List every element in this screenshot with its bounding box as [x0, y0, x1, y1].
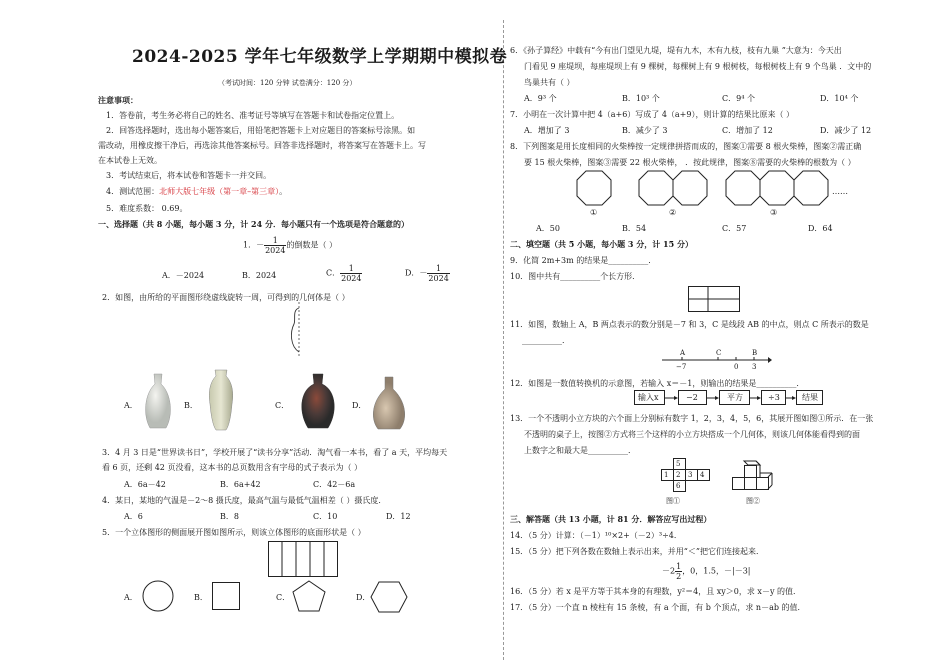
q15-frac-den: 2	[676, 572, 682, 581]
notice-item-2b: 需改动，用橡皮擦干净后，再选涂其他答案标号。回答非选择题时，将答案写在答题卡上。写	[98, 141, 426, 150]
net-face-3: 3	[688, 471, 693, 479]
section3-heading: 三、解答题（共 13 小题，计 81 分．解答应写出过程）	[510, 514, 712, 524]
q8-option-c[interactable]: C．57	[722, 224, 747, 233]
question-4: 4．某日，某地的气温是－2～8 摄氏度，最高气温与最低气温相差（ ）摄氏度．	[102, 496, 387, 505]
q3-option-b[interactable]: B．6a+42	[220, 480, 261, 489]
notice-item-3: 3．考试结束后，将本试卷和答题卡一并交回。	[106, 171, 272, 180]
question-13-line3: 上数字之和最大是__________．	[524, 446, 636, 455]
test-range: 北师大版七年级（第一章–第三章）	[159, 187, 280, 196]
notice-heading: 注意事项：	[98, 95, 138, 105]
section1-heading: 一、选择题（共 8 小题，每小题 3 分，计 24 分．每小题只有一个选项是符合题意的）	[98, 219, 409, 229]
question-15: 15．（5 分）把下列各数在数轴上表示出来，并用“＜”把它们连接起来．	[510, 547, 764, 556]
q6-option-c[interactable]: C．9⁴ 个	[722, 94, 755, 103]
q8-option-b[interactable]: B．54	[622, 224, 647, 233]
q1-c-fraction	[340, 264, 362, 283]
question-10: 10．图中共有__________个长方形．	[510, 272, 641, 281]
q2-option-c[interactable]: C．	[275, 401, 290, 410]
q2-option-b[interactable]: B．	[184, 401, 198, 410]
net-face-2: 2	[676, 471, 681, 479]
pattern-label-2: ②	[669, 208, 677, 217]
q6-option-d[interactable]: D．10⁴ 个	[820, 94, 859, 103]
question-14: 14．（5 分）计算：（－1）¹⁰×2+（－2）³÷4．	[510, 531, 682, 540]
tick-3: 3	[752, 363, 757, 371]
q8-option-d[interactable]: D．64	[808, 224, 833, 233]
column-divider	[503, 20, 504, 660]
section2-heading: 二、填空题（共 5 小题，每小题 3 分，计 15 分）	[510, 239, 693, 249]
q15-frac-num: 1	[676, 562, 682, 571]
question-2: 2．如图，由所给的平面图形绕虚线旋转一周，可得到的几何体是（ ）	[102, 293, 350, 302]
q1-den: 2024	[265, 246, 286, 255]
notice-item-4-prefix: 4．测试范围：	[106, 187, 160, 196]
q1-d-den: 2024	[428, 274, 449, 283]
question-11-line1: 11．如图，数轴上 A，B 两点表示的数分别是－7 和 3，C 是线段 AB 的中点，则点 C 所表示的数是	[510, 320, 869, 329]
q1-option-a[interactable]: A．－2024	[162, 271, 205, 280]
q5-option-d[interactable]: D．	[356, 593, 371, 602]
notice-item-1: 1．答卷前，考生务必将自己的姓名、准考证号等填写在答题卡和试卷指定位置上。	[106, 111, 400, 120]
pattern-label-1: ①	[590, 208, 598, 217]
q1-d-prefix: D．－	[405, 268, 428, 278]
left-column	[98, 0, 508, 672]
q3-option-a[interactable]: A．6a－42	[124, 480, 166, 489]
q3-option-c[interactable]: C．42－6a	[313, 480, 356, 489]
question-13-line2: 不透明的桌子上，按图②方式将三个这样的小立方块搭成一个几何体，则该几何体能看得到的面	[524, 430, 860, 439]
q1-option-c[interactable]	[326, 264, 362, 283]
q5-option-b[interactable]: B．	[194, 593, 208, 602]
square-shape[interactable]	[212, 582, 240, 610]
flow-step-3: ÷3	[768, 393, 780, 402]
question-8-line1: 8．下列图案是用长度相同的火柴棒按一定规律拼搭而成的，图案①需要 8 根火柴棒，图案②需正确	[510, 142, 862, 151]
net-face-1: 1	[664, 471, 669, 479]
q2-option-d[interactable]: D．	[352, 401, 367, 410]
q1-d-num: 1	[427, 264, 449, 274]
rotation-shape-figure	[288, 302, 310, 357]
pattern-label-3: ③	[770, 208, 778, 217]
q15-numbers-rest: ，0，1.5，－|－3|	[682, 566, 751, 576]
vase-b-image[interactable]	[206, 368, 236, 432]
question-17: 17．（5 分）一个直 n 棱柱有 15 条棱，有 a 个面，有 b 个顶点，求 n－ab 的值．	[510, 603, 806, 612]
question-8-line2: 要 15 根火柴棒，图案③需要 22 根火柴棒， ．按此规律，图案⑧需要的火柴棒的根数为（ ）	[524, 158, 856, 167]
question-11-line2: __________．	[522, 336, 570, 345]
q6-option-a[interactable]: A．9³ 个	[524, 94, 557, 103]
page-title: 2024-2025 学年七年级数学上学期期中模拟卷	[132, 47, 508, 67]
notice-item-2a: 2．回答选择题时，选出每小题答案后，用铅笔把答题卡上对应题目的答案标号涂黑。如	[106, 126, 416, 135]
q2-option-a[interactable]: A．	[124, 401, 138, 410]
flow-step-1: −2	[686, 393, 698, 402]
q1-fraction	[264, 236, 286, 255]
q1-d-fraction	[427, 264, 449, 283]
question-3-line2: 看 6 页，还剩 42 页没看，这本书的总页数用含有字母的式子表示为（ ）	[102, 463, 362, 472]
q4-option-a[interactable]: A．6	[124, 512, 143, 521]
point-A-label: A	[680, 349, 686, 357]
stacked-cubes-figure	[732, 460, 778, 498]
right-column	[510, 0, 925, 672]
tick-neg7: −7	[676, 363, 687, 371]
figure-1-caption: 图①	[666, 497, 680, 505]
question-9: 9．化简 2m+3m 的结果是__________．	[510, 256, 657, 265]
matchstick-pattern-figure	[576, 170, 836, 210]
q15-numbers	[662, 562, 750, 581]
question-16: 16．（5 分）若 x 是平方等于其本身的有理数，y²＝4，且 xy＞0，求 x－y 的值．	[510, 587, 802, 596]
figure-2-caption: 图②	[746, 497, 760, 505]
q1-option-d[interactable]	[405, 264, 450, 283]
q1-c-den: 2024	[341, 274, 362, 283]
q4-option-b[interactable]: B．8	[220, 512, 239, 521]
q5-option-c[interactable]: C．	[276, 593, 291, 602]
pentagon-shape[interactable]	[292, 580, 326, 612]
q8-option-a[interactable]: A．50	[536, 224, 560, 233]
question-12: 12．如图是一数值转换机的示意图，若输入 x＝－1，则输出的结果是__________．	[510, 379, 805, 388]
point-C-label: C	[716, 349, 722, 357]
question-5: 5．一个立体图形的侧面展开图如图所示，则该立体图形的底面形状是（ ）	[102, 528, 366, 537]
q7-option-c[interactable]: C．增加了 12	[722, 126, 773, 135]
circle-shape[interactable]	[142, 580, 174, 612]
q7-option-d[interactable]: D．减少了 12	[820, 126, 872, 135]
q7-option-a[interactable]: A．增加了 3	[524, 126, 570, 135]
point-B-label: B	[752, 349, 758, 357]
q5-option-a[interactable]: A．	[124, 593, 138, 602]
pattern-ellipsis: ……	[832, 187, 848, 196]
q4-option-d[interactable]: D．12	[386, 512, 411, 521]
question-3-line1: 3．4 月 3 日是“世界读书日”，学校开展了“读书分享”活动．淘气看一本书，看了 a 天，平均每天	[102, 448, 448, 457]
notice-item-4	[106, 186, 287, 197]
question-1	[243, 236, 337, 255]
question-6-line3: 鸟巢共有（ ）	[524, 78, 575, 87]
side-net-figure	[268, 541, 338, 577]
notice-item-5: 5．难度系数： 0.69。	[106, 204, 188, 213]
q1-c-prefix: C．	[326, 268, 341, 278]
q1-option-b[interactable]: B．2024	[242, 271, 277, 280]
flow-output: 结果	[802, 393, 818, 402]
q7-option-b[interactable]: B．减少了 3	[622, 126, 668, 135]
q4-option-c[interactable]: C．10	[313, 512, 338, 521]
tick-0: 0	[734, 363, 739, 371]
notice-item-2c: 在本试卷上无效。	[98, 156, 162, 165]
flow-step-2: 平方	[727, 393, 743, 402]
net-face-5: 5	[676, 460, 681, 468]
question-6-line1: 6．《孙子算经》中载有“今有出门望见九堤，堤有九木，木有九枝，枝有九巢 ”大意为：今天出	[510, 46, 842, 55]
q15-mixed-whole: －2	[662, 566, 676, 576]
q1-prefix: 1．－	[243, 240, 265, 250]
q1-suffix: 的倒数是（ ）	[286, 240, 337, 250]
notice-item-4-suffix: 。	[279, 187, 288, 196]
q6-option-b[interactable]: B．10³ 个	[622, 94, 660, 103]
question-7: 7．小明在一次计算中把 4（a+6）写成了 4（a+9），则计算的结果比原来（ ）	[510, 110, 795, 119]
net-face-4: 4	[700, 471, 705, 479]
net-face-6: 6	[676, 482, 681, 490]
vase-a-image[interactable]	[142, 372, 174, 432]
rectangle-grid-figure	[688, 286, 740, 312]
q1-c-num: 1	[340, 264, 362, 274]
q1-num: 1	[264, 236, 286, 246]
vase-c-image[interactable]	[298, 372, 338, 432]
flow-input: 输入x	[638, 393, 659, 402]
exam-info: （考试时间：120 分钟 试卷满分：120 分）	[218, 79, 357, 87]
hexagon-shape[interactable]	[370, 581, 408, 613]
question-13-line1: 13．一个不透明小立方块的六个面上分别标有数字 1，2，3，4，5，6，其展开图如图①所示．在一张	[510, 414, 874, 423]
question-6-line2: 门看见 9 座堤坝，每座堤坝上有 9 棵树，每棵树上有 9 根树枝，每根树枝上有 9 个鸟巢 ．文中的	[524, 62, 872, 71]
vase-d-image[interactable]	[370, 375, 408, 431]
